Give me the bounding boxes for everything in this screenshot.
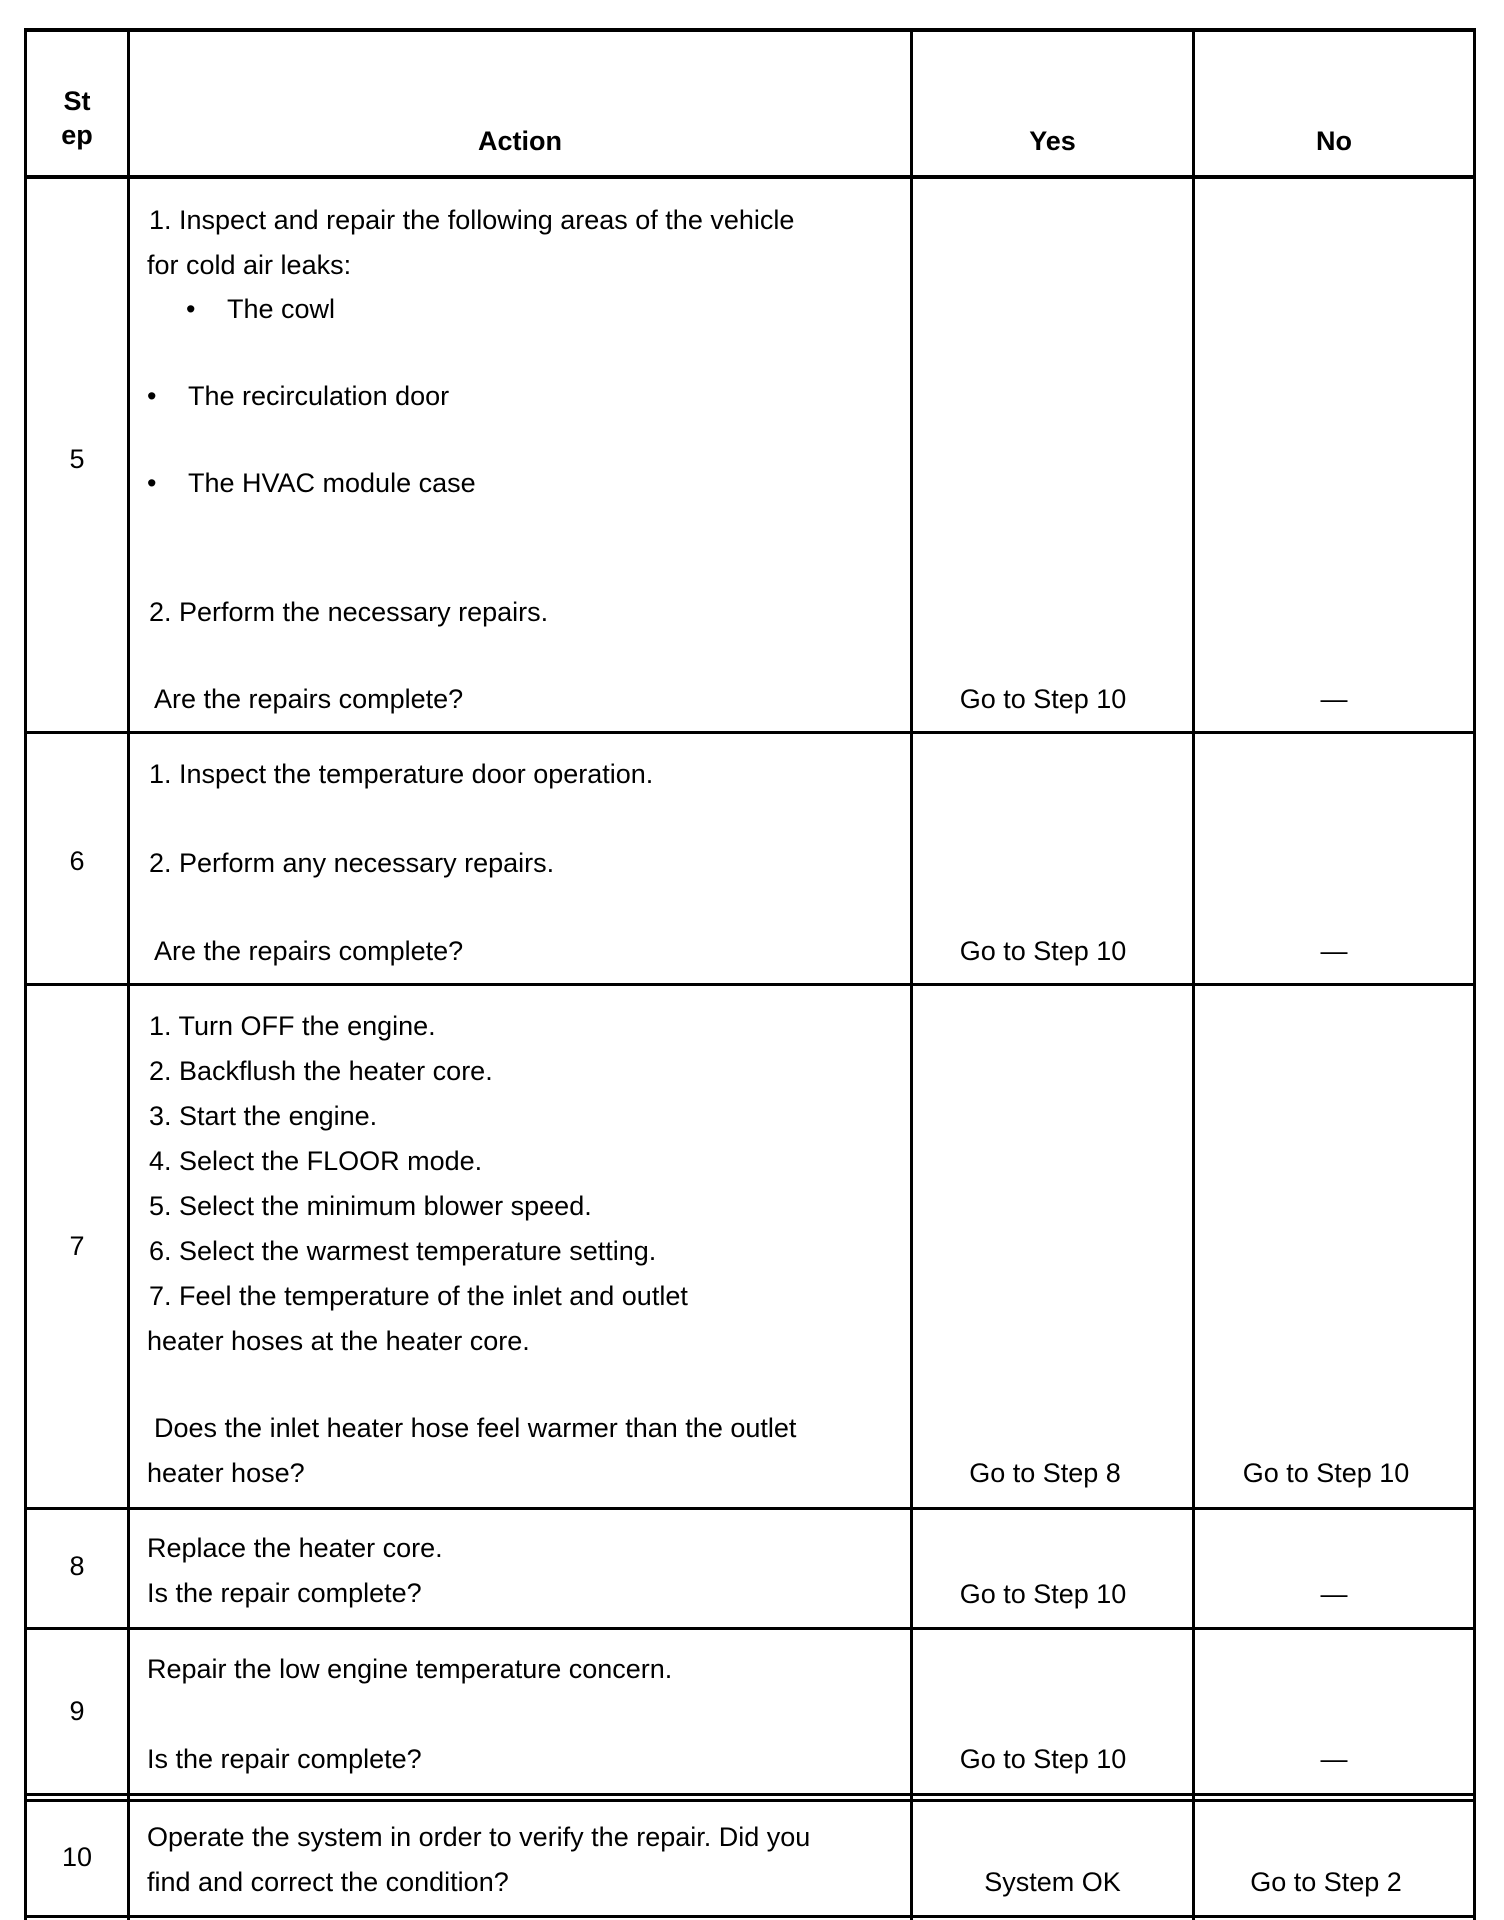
action-question: find and correct the condition? (147, 1867, 509, 1897)
action-text: 5. Select the minimum blower speed. (149, 1191, 592, 1221)
table-border-right (1473, 28, 1476, 1920)
action-text: 6. Select the warmest temperature setting. (149, 1236, 657, 1266)
bullet-icon: • (186, 294, 196, 324)
no-result: — (1320, 1579, 1348, 1609)
action-text: heater hoses at the heater core. (147, 1326, 530, 1356)
header-yes: Yes (1029, 126, 1076, 156)
step-number: 7 (69, 1231, 85, 1261)
action-text: 4. Select the FLOOR mode. (149, 1146, 483, 1176)
yes-result: Go to Step 10 (959, 684, 1127, 714)
action-text: Repair the low engine temperature concern. (147, 1654, 673, 1684)
step-number: 5 (69, 444, 85, 474)
header-divider (24, 175, 1476, 179)
action-text: 7. Feel the temperature of the inlet and outlet (149, 1281, 688, 1311)
action-text: 2. Perform any necessary repairs. (149, 848, 555, 878)
bullet-icon: • (147, 468, 157, 498)
action-text: for cold air leaks: (147, 250, 352, 280)
yes-result: Go to Step 8 (969, 1458, 1121, 1488)
action-bullet: The cowl (227, 294, 336, 324)
action-text: 2. Backflush the heater core. (149, 1056, 493, 1086)
row-divider (24, 983, 1476, 986)
action-text: 1. Inspect the temperature door operation. (149, 759, 654, 789)
no-result: — (1320, 936, 1348, 966)
no-result: Go to Step 10 (1242, 1458, 1410, 1488)
table-border-bottom (24, 1915, 1476, 1918)
step-number: 10 (61, 1842, 93, 1872)
column-divider (1192, 28, 1195, 1920)
yes-result: Go to Step 10 (959, 1744, 1127, 1774)
action-question: Are the repairs complete? (154, 684, 464, 714)
action-bullet: The recirculation door (188, 381, 450, 411)
action-question: Is the repair complete? (147, 1744, 422, 1774)
action-question: heater hose? (147, 1458, 305, 1488)
row-divider (24, 1627, 1476, 1630)
action-bullet: The HVAC module case (188, 468, 476, 498)
action-text: Operate the system in order to verify the repair. Did you (147, 1822, 811, 1852)
header-action: Action (478, 126, 562, 156)
action-question: Is the repair complete? (147, 1578, 422, 1608)
step-number: 6 (69, 846, 85, 876)
header-no: No (1316, 126, 1352, 156)
header-step-line2: ep (61, 120, 93, 150)
table-border-left (24, 28, 27, 1920)
no-result: — (1320, 684, 1348, 714)
table-border-top (24, 28, 1476, 32)
diagnostic-table (24, 28, 1476, 1920)
yes-result: System OK (984, 1867, 1121, 1897)
action-text: 1. Inspect and repair the following areas of the vehicle (149, 205, 795, 235)
row-divider (24, 1799, 1476, 1802)
no-result: Go to Step 2 (1250, 1867, 1402, 1897)
header-step (24, 84, 130, 152)
action-text: Replace the heater core. (147, 1533, 443, 1563)
action-text: 2. Perform the necessary repairs. (149, 597, 549, 627)
yes-result: Go to Step 10 (959, 936, 1127, 966)
row-divider (24, 731, 1476, 734)
column-divider (910, 28, 913, 1920)
row-divider (24, 1793, 1476, 1796)
action-text: 1. Turn OFF the engine. (149, 1011, 436, 1041)
step-number: 9 (69, 1696, 85, 1726)
step-number: 8 (69, 1551, 85, 1581)
no-result: — (1320, 1744, 1348, 1774)
yes-result: Go to Step 10 (959, 1579, 1127, 1609)
column-divider (127, 28, 130, 1920)
action-question: Does the inlet heater hose feel warmer than the outlet (154, 1413, 797, 1443)
bullet-icon: • (147, 381, 157, 411)
action-question: Are the repairs complete? (154, 936, 464, 966)
row-divider (24, 1507, 1476, 1510)
header-step-line1: St (63, 86, 91, 116)
action-text: 3. Start the engine. (149, 1101, 378, 1131)
